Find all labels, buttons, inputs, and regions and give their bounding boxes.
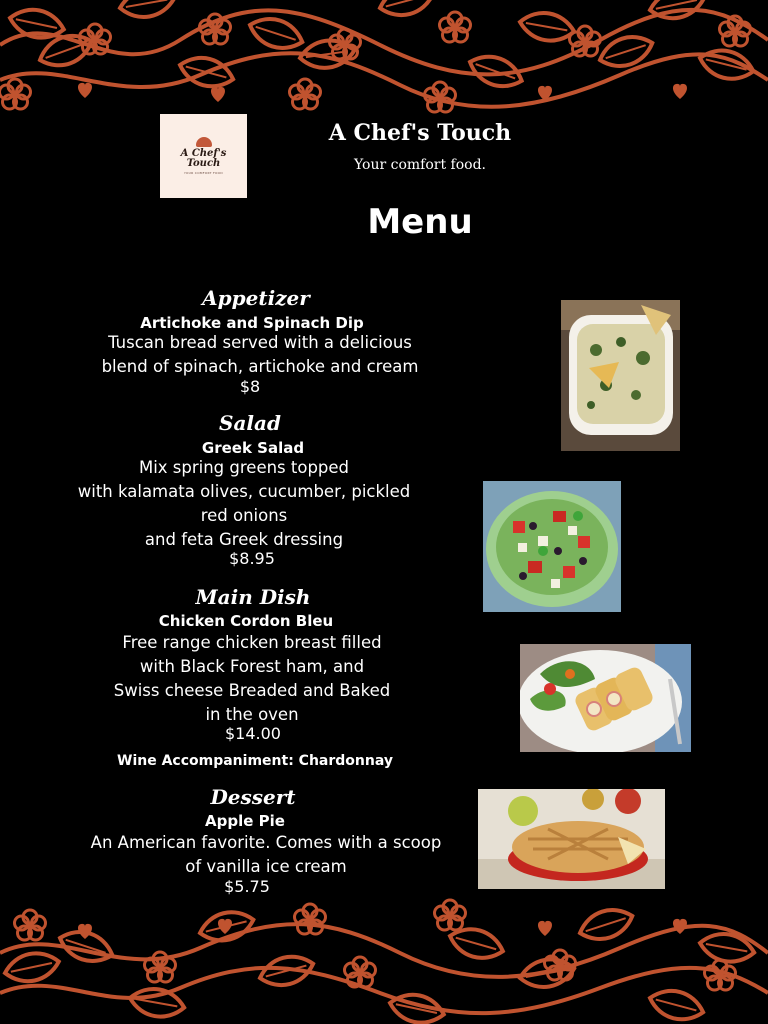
item-description-greek-salad <box>74 456 414 552</box>
item-name-chicken-cordon-bleu: Chicken Cordon Bleu <box>158 612 334 630</box>
description-line: An American favorite. Comes with a scoop <box>90 833 442 852</box>
item-price-apple-pie: $5.75 <box>224 877 270 896</box>
brand-title: A Chef's Touch <box>328 120 512 146</box>
description-line: with Black Forest ham, and <box>139 657 365 676</box>
chef-hat-icon <box>196 137 212 147</box>
logo-tagline: YOUR COMFORT FOOD <box>184 171 223 175</box>
item-description-apple-pie <box>86 831 446 879</box>
item-name-artichoke-dip: Artichoke and Spinach Dip <box>140 314 364 332</box>
section-heading-appetizer: Appetizer <box>202 286 310 310</box>
description-line: with kalamata olives, cucumber, pickled <box>77 482 411 501</box>
brand-logo <box>160 114 247 198</box>
wine-accompaniment-note: Wine Accompaniment: Chardonnay <box>117 753 393 769</box>
description-line: and feta Greek dressing <box>144 530 344 549</box>
cordon-bleu-photo <box>520 644 691 752</box>
logo-text-line2: Touch <box>186 158 221 169</box>
greek-salad-photo <box>483 481 621 612</box>
logo-text-line1: A Chef's <box>180 148 227 159</box>
description-line: red onions <box>200 506 288 525</box>
item-price-chicken-cordon-bleu: $14.00 <box>225 724 281 743</box>
item-name-apple-pie: Apple Pie <box>205 812 285 830</box>
section-heading-salad: Salad <box>219 411 281 435</box>
item-price-artichoke-dip: $8 <box>239 377 261 396</box>
section-heading-dessert: Dessert <box>210 785 296 809</box>
description-line: Mix spring greens topped <box>138 458 350 477</box>
bottom-floral-border <box>0 898 768 1024</box>
menu-title: Menu <box>367 202 473 242</box>
item-name-greek-salad: Greek Salad <box>201 439 305 457</box>
description-line: Free range chicken breast filled <box>122 633 382 652</box>
item-price-greek-salad: $8.95 <box>229 549 275 568</box>
description-line: Swiss cheese Breaded and Baked <box>113 681 391 700</box>
section-heading-main-dish: Main Dish <box>195 585 311 609</box>
description-line: of vanilla ice cream <box>185 857 347 876</box>
item-description-chicken-cordon-bleu <box>82 631 422 727</box>
brand-subtitle: Your comfort food. <box>354 157 486 173</box>
top-floral-border <box>0 0 768 125</box>
spinach-dip-photo <box>561 300 680 451</box>
item-description-artichoke-dip <box>90 331 430 379</box>
description-line: Tuscan bread served with a delicious <box>108 333 412 352</box>
description-line: in the oven <box>205 705 299 724</box>
apple-pie-photo <box>478 789 665 889</box>
description-line: blend of spinach, artichoke and cream <box>101 357 419 376</box>
